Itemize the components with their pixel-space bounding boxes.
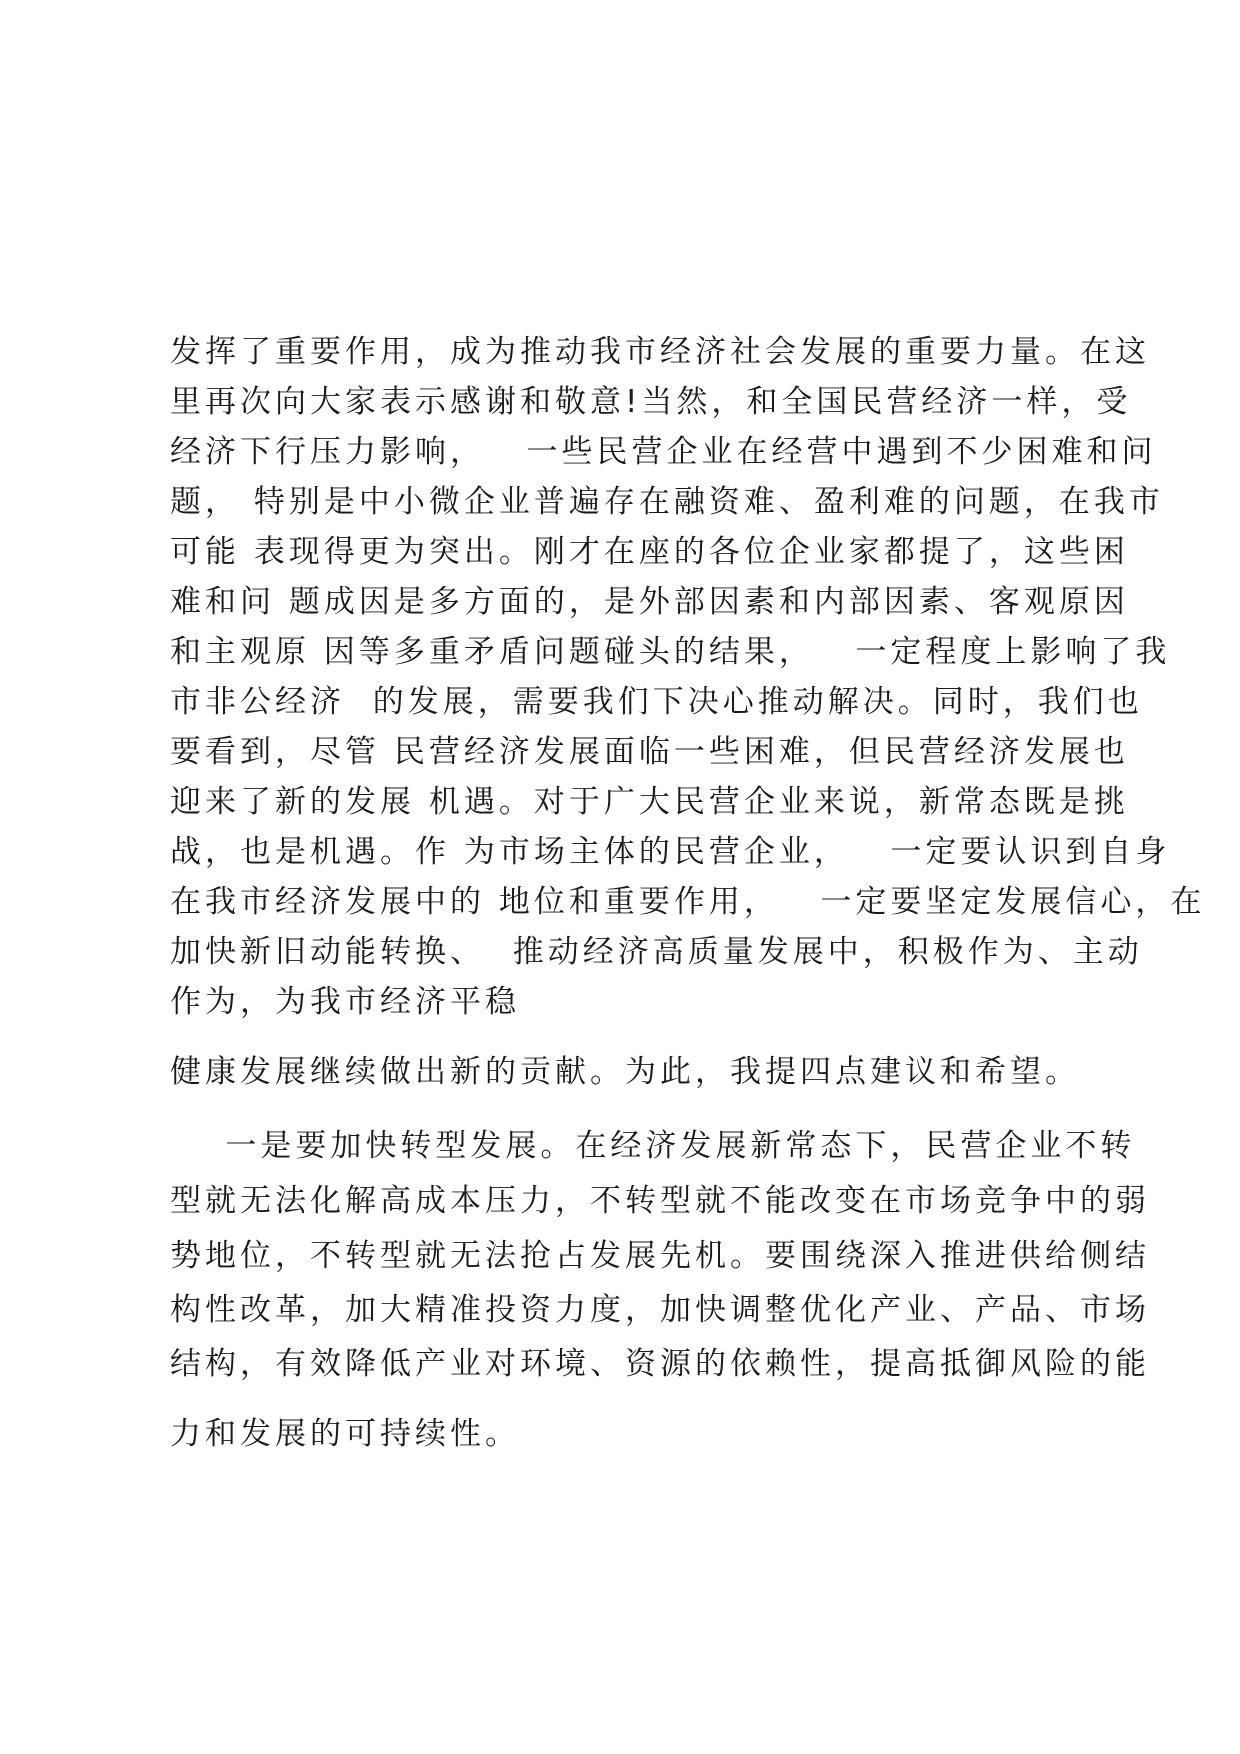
- paragraph-line: 要看到，尽管 民营经济发展面临一些困难，但民营经济发展也: [170, 734, 1129, 770]
- paragraph-line: 里再次向大家表示感谢和敬意!当然，和全国民营经济一样，受: [170, 384, 1132, 420]
- paragraph-line: 迎来了新的发展 机遇。对于广大民营企业来说，新常态既是挑: [170, 784, 1129, 820]
- paragraph-line: 经济下行压力影响， 一些民营企业在经营中遇到不少困难和问: [170, 434, 1157, 470]
- paragraph-line: 一是要加快转型发展。在经济发展新常态下，民营企业不转: [170, 1128, 1136, 1164]
- paragraph-line: 型就无法化解高成本压力，不转型就不能改变在市场竞争中的弱: [170, 1183, 1150, 1219]
- paragraph-line: 结构，有效降低产业对环境、资源的依赖性，提高抵御风险的能: [170, 1346, 1150, 1382]
- paragraph-line: 在我市经济发展中的 地位和重要作用， 一定要坚定发展信心，在: [170, 884, 1206, 920]
- paragraph-line: 可能 表现得更为突出。刚才在座的各位企业家都提了，这些困: [170, 534, 1129, 570]
- paragraph-line: 战，也是机遇。作 为市场主体的民营企业， 一定要认识到自身: [170, 834, 1171, 870]
- paragraph-line: 难和问 题成因是多方面的，是外部因素和内部因素、客观原因: [170, 584, 1129, 620]
- paragraph-line: 题， 特别是中小微企业普遍存在融资难、盈利难的问题，在我市: [170, 484, 1164, 520]
- paragraph-line: 作为，为我市经济平稳: [170, 984, 520, 1020]
- paragraph-line: 构性改革，加大精准投资力度，加快调整优化产业、产品、市场: [170, 1292, 1150, 1328]
- paragraph-line: 发挥了重要作用，成为推动我市经济社会发展的重要力量。在这: [170, 334, 1150, 370]
- paragraph-line: 和主观原 因等多重矛盾问题碰头的结果， 一定程度上影响了我: [170, 634, 1171, 670]
- paragraph-line: 势地位，不转型就无法抢占发展先机。要围绕深入推进供给侧结: [170, 1238, 1150, 1274]
- paragraph-line: 市非公经济 的发展，需要我们下决心推动解决。同时，我们也: [170, 684, 1143, 720]
- paragraph-line: 力和发展的可持续性。: [170, 1416, 520, 1452]
- paragraph-line: 加快新旧动能转换、 推动经济高质量发展中，积极作为、主动: [170, 934, 1143, 970]
- paragraph-line: 健康发展继续做出新的贡献。为此，我提四点建议和希望。: [170, 1054, 1080, 1090]
